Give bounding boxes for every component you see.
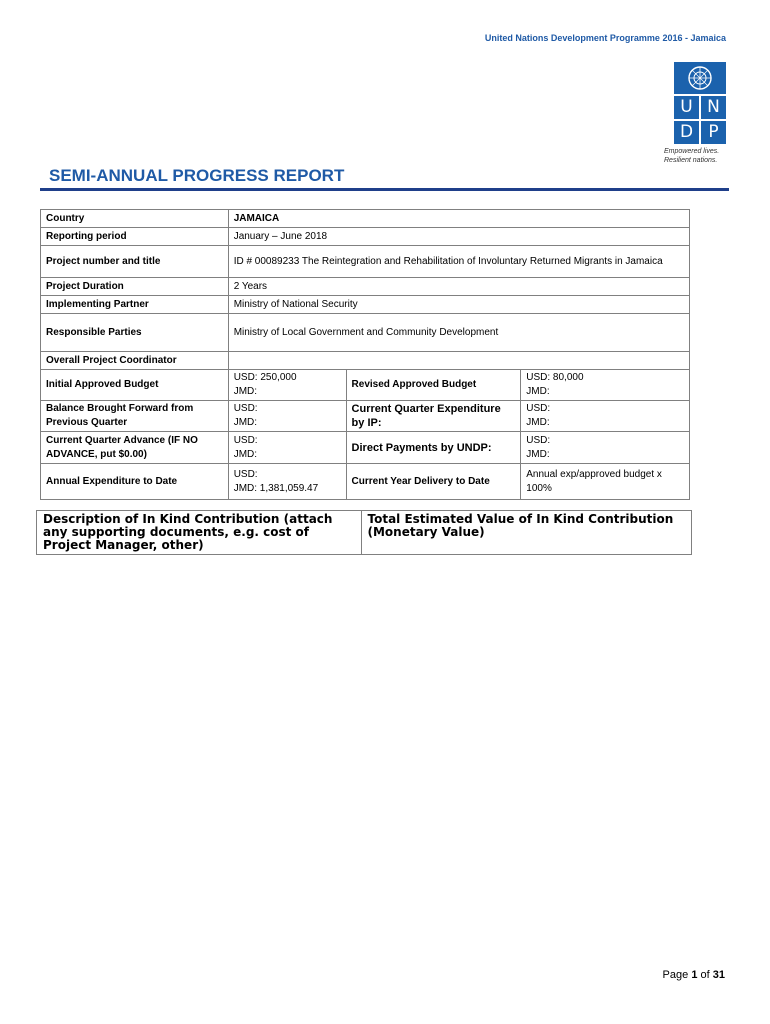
document-header: United Nations Development Programme 2016 - Jamaica: [484, 33, 726, 43]
advance-value: [228, 432, 346, 464]
initial-usd: USD: 250,000: [233, 372, 297, 383]
annual-value: [228, 464, 346, 500]
current-exp-label: Current Quarter Expenditure by IP:: [346, 401, 521, 432]
logo-letter-p: P: [701, 121, 726, 144]
page-footer: [663, 969, 725, 981]
balance-label: Balance Brought Forward from Previous Quarter: [41, 401, 229, 432]
advance-jmd: JMD:: [233, 448, 258, 460]
coordinator-label: Overall Project Coordinator: [41, 352, 229, 370]
table-row: [41, 278, 690, 296]
delivery-label: Current Year Delivery to Date: [346, 464, 521, 500]
table-row: [41, 296, 690, 314]
initial-jmd: JMD:: [233, 386, 258, 397]
table-row: [41, 228, 690, 246]
project-label: Project number and title: [41, 246, 229, 278]
revised-budget-value: [521, 370, 690, 401]
duration-value: 2 Years: [228, 278, 689, 296]
table-row: [41, 210, 690, 228]
revised-usd: USD: 80,000: [526, 372, 584, 383]
title-divider: [40, 188, 729, 191]
responsible-value: Ministry of Local Government and Community Development: [228, 314, 689, 352]
logo-letter-d: D: [674, 121, 699, 144]
project-info-table: [40, 209, 690, 500]
of-word: of: [700, 969, 710, 981]
direct-usd: USD:: [526, 434, 551, 446]
annual-label: Annual Expenditure to Date: [41, 464, 229, 500]
advance-label: Current Quarter Advance (IF NO ADVANCE, put $0.00): [41, 432, 229, 464]
table-row: [41, 464, 690, 500]
logo-tagline: [664, 147, 744, 165]
in-kind-value-header: Total Estimated Value of In Kind Contribution (Monetary Value): [361, 511, 692, 555]
initial-budget-value: [228, 370, 346, 401]
tagline-line-1: Empowered lives.: [664, 148, 720, 155]
page-title: SEMI-ANNUAL PROGRESS REPORT: [49, 166, 345, 185]
advance-usd: USD:: [233, 434, 258, 446]
table-row: [41, 370, 690, 401]
direct-value: [521, 432, 690, 464]
duration-label: Project Duration: [41, 278, 229, 296]
in-kind-table: [36, 510, 692, 555]
page-total: 31: [712, 969, 725, 981]
balance-usd: USD:: [233, 403, 258, 414]
page-number: 1: [691, 969, 698, 981]
direct-jmd: JMD:: [526, 448, 550, 460]
balance-jmd: JMD:: [233, 417, 258, 428]
balance-value: [228, 401, 346, 432]
country-value: JAMAICA: [228, 210, 689, 228]
table-row: [41, 352, 690, 370]
coordinator-value: [228, 352, 689, 370]
annual-usd: USD:: [233, 468, 258, 480]
revised-jmd: JMD:: [526, 386, 550, 397]
revised-budget-label: Revised Approved Budget: [346, 370, 521, 401]
direct-label: Direct Payments by UNDP:: [346, 432, 521, 464]
page-word: Page: [662, 969, 689, 981]
country-label: Country: [41, 210, 229, 228]
table-row: [37, 511, 692, 555]
table-row: [41, 314, 690, 352]
project-value: ID # 00089233 The Reintegration and Rehabilitation of Involuntary Returned Migrants in Jamaica: [228, 246, 689, 278]
current-exp-usd: USD:: [526, 403, 551, 414]
table-row: [41, 401, 690, 432]
partner-label: Implementing Partner: [41, 296, 229, 314]
period-label: Reporting period: [41, 228, 229, 246]
period-value: January – June 2018: [228, 228, 689, 246]
tagline-line-2: Resilient nations.: [664, 157, 718, 164]
logo-letter-u: U: [674, 96, 699, 119]
annual-jmd: JMD: 1,381,059.47: [233, 482, 319, 494]
table-row: [41, 246, 690, 278]
un-emblem-icon: [674, 62, 726, 94]
logo-letter-n: N: [701, 96, 726, 119]
partner-value: Ministry of National Security: [228, 296, 689, 314]
current-exp-jmd: JMD:: [526, 417, 550, 428]
delivery-value: Annual exp/approved budget x 100%: [521, 464, 690, 500]
table-row: [41, 432, 690, 464]
in-kind-description-header: Description of In Kind Contribution (attach any supporting documents, e.g. cost of Project Manager, other): [37, 511, 362, 555]
undp-logo: [674, 62, 726, 144]
initial-budget-label: Initial Approved Budget: [41, 370, 229, 401]
responsible-label: Responsible Parties: [41, 314, 229, 352]
current-exp-value: [521, 401, 690, 432]
